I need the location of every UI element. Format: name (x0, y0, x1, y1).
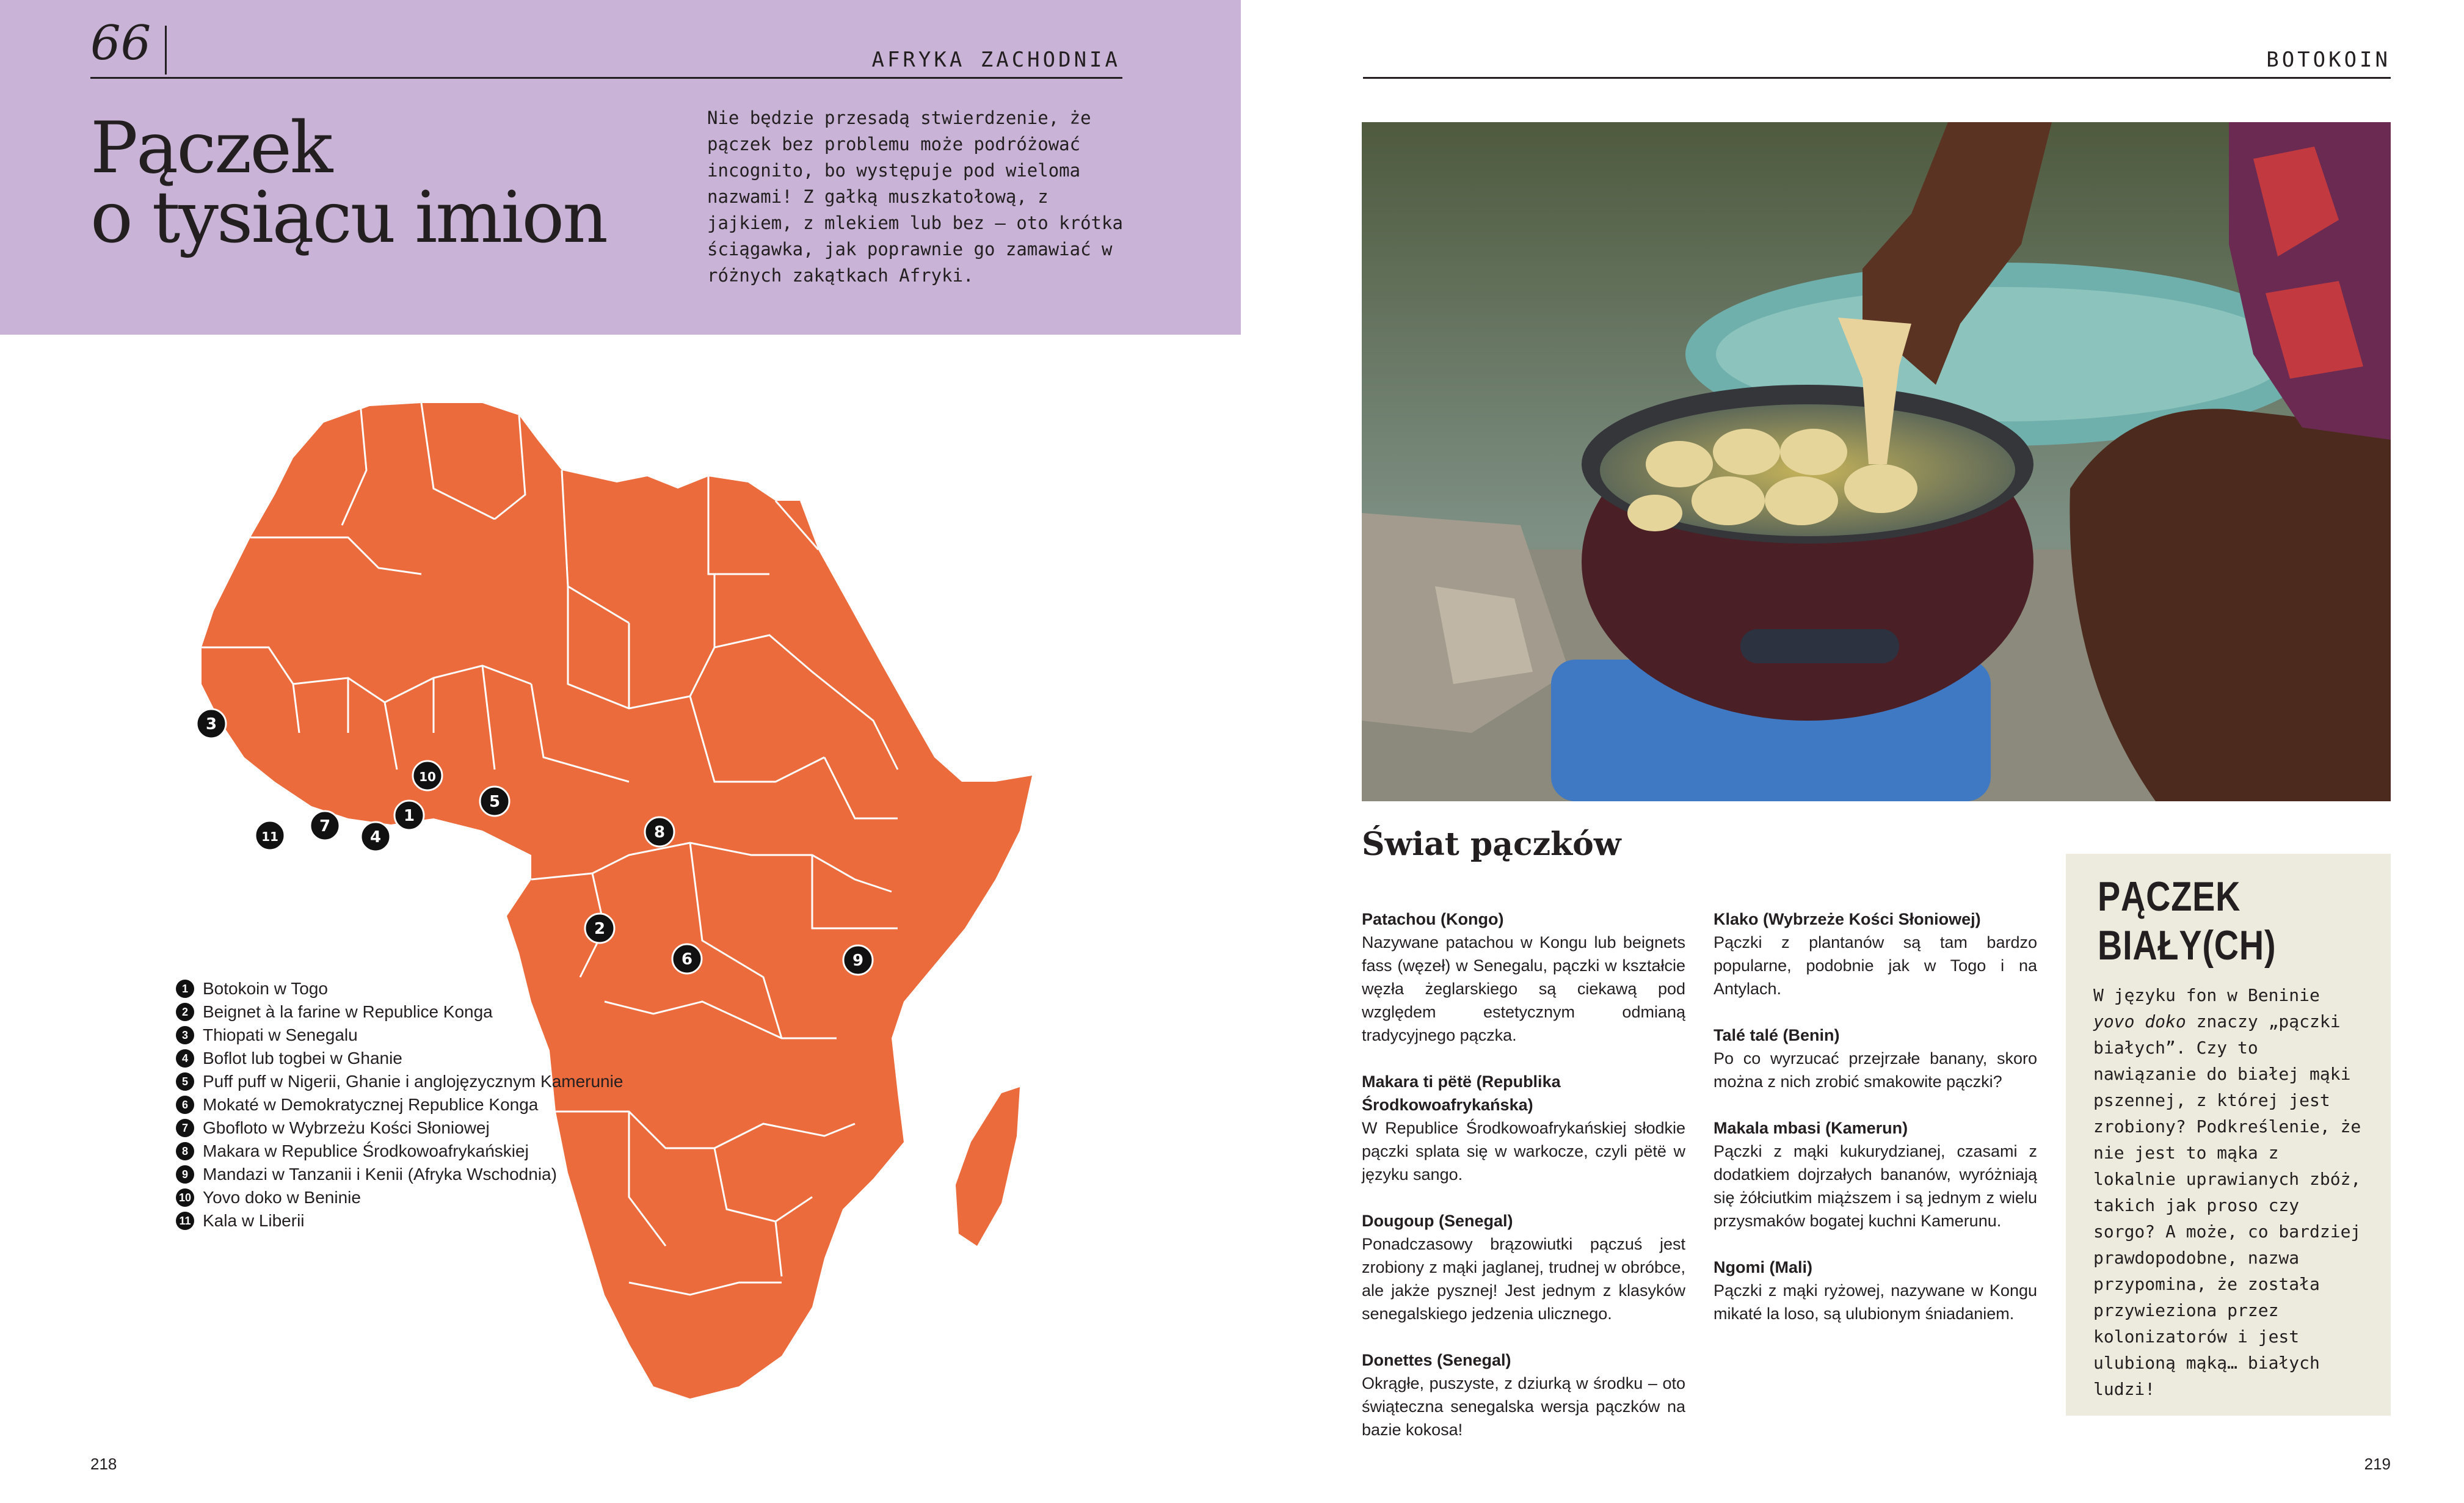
legend-text: Boflot lub togbei w Ghanie (203, 1049, 402, 1068)
sidebar-title-line-1: PĄCZEK (2098, 873, 2241, 920)
entry-heading: Donettes (Senegal) (1362, 1351, 1511, 1369)
legend-text: Botokoin w Togo (203, 979, 328, 998)
map-marker-label: 11 (261, 829, 278, 844)
legend-item (176, 1116, 623, 1140)
entry-body: Po co wyrzucać przejrzałe banany, skoro można z nich zrobić smakowite pączki? (1714, 1049, 2037, 1091)
legend-text: Kala w Liberii (203, 1211, 305, 1230)
entry-heading: Ngomi (Mali) (1714, 1258, 1812, 1276)
page-title (90, 107, 606, 259)
map-marker-label: 7 (319, 817, 331, 835)
running-head-right: BOTOKOIN (2266, 48, 2391, 72)
doughnut-entry (1714, 1256, 2037, 1325)
sidebar-text (2093, 982, 2362, 1402)
map-marker-label: 5 (489, 793, 501, 811)
legend-text: Mokaté w Demokratycznej Republice Konga (203, 1095, 539, 1114)
legend-number: 9 (176, 1165, 194, 1184)
legend-item (176, 1140, 623, 1163)
entry-body: Pączki z mąki kukurydzianej, czasami z dodatkiem dojrzałych bananów, wyróżniają się żółciutkim miąższem i są jednym z wielu przysmaków bogatej kuchni Kamerunu. (1714, 1142, 2037, 1230)
entry-heading: Makara ti pëtë (Republika Środkowoafrykańska) (1362, 1072, 1561, 1114)
title-line-2: o tysiącu imion (90, 177, 606, 259)
map-marker-label: 3 (205, 715, 217, 733)
madagascar (956, 1087, 1020, 1246)
header-rule-left (90, 77, 1122, 79)
entry-heading: Talé talé (Benin) (1714, 1026, 1840, 1044)
entry-body: Okrągłe, puszyste, z dziurką w środku – oto świąteczna senegalska wersja pączków na bazie kokosa! (1362, 1374, 1685, 1439)
doughnut (1765, 476, 1838, 525)
legend-number: 4 (176, 1049, 194, 1068)
legend-text: Gbofloto w Wybrzeżu Kości Słoniowej (203, 1118, 490, 1137)
map-marker-label: 8 (653, 823, 666, 842)
entries-column-1 (1362, 908, 1685, 1465)
doughnut (1713, 429, 1780, 475)
map-marker-label: 2 (594, 920, 606, 938)
legend-item (176, 1000, 623, 1024)
entry-body: W Republice Środkowoafrykańskiej słodkie pączki splata się w warkocze, czyli pëtë w języku sango. (1362, 1119, 1685, 1184)
legend-number: 6 (176, 1096, 194, 1114)
intro-paragraph: Nie będzie przesadą stwierdzenie, że pączek bez problemu może podróżować incognito, bo występuje pod wieloma nazwami! Z gałką muszkatołową, z jajkiem, z mlekiem lub bez – oto krótka ściągawka, jak poprawnie go zamawiać w różnych zakątkach Afryki. (707, 107, 1123, 286)
doughnut-entry (1362, 1209, 1685, 1325)
entry-body: Pączki z mąki ryżowej, nazywane w Kongu mikaté la loso, są ulubionym śniadaniem. (1714, 1281, 2037, 1323)
legend-number: 10 (176, 1188, 194, 1207)
legend-text: Mandazi w Tanzanii i Kenii (Afryka Wschodnia) (203, 1165, 557, 1184)
map-marker-label: 10 (419, 770, 436, 784)
doughnut (1780, 429, 1847, 475)
legend-text: Yovo doko w Beninie (203, 1188, 361, 1207)
header-rule-right (1363, 77, 2391, 79)
sidebar-title (2098, 872, 2276, 970)
legend-text: Beignet à la farine w Republice Konga (203, 1002, 493, 1021)
entry-heading: Dougoup (Senegal) (1362, 1212, 1513, 1230)
legend-item (176, 1047, 623, 1070)
doughnut-entry (1362, 1070, 1685, 1186)
legend-text: Makara w Republice Środkowoafrykańskiej (203, 1141, 529, 1160)
legend-number: 7 (176, 1119, 194, 1137)
legend-item (176, 1070, 623, 1093)
page-number-right: 219 (2364, 1455, 2391, 1473)
doughnut (1692, 476, 1765, 525)
legend-number: 3 (176, 1026, 194, 1044)
legend-text: Thiopati w Senegalu (203, 1025, 358, 1044)
doughnut (1844, 464, 1917, 513)
entry-heading: Makala mbasi (Kamerun) (1714, 1119, 1908, 1137)
entries-column-2 (1714, 908, 2037, 1348)
entry-body: Pączki z plantanów są tam bardzo popularne, podobnie jak w Togo i na Antylach. (1714, 933, 2037, 998)
legend-number: 8 (176, 1142, 194, 1160)
sidebar-text-part-1: W języku fon w Beninie (2093, 985, 2320, 1005)
map-legend (176, 977, 623, 1232)
legend-item (176, 1024, 623, 1047)
map-marker-label: 6 (681, 950, 693, 969)
legend-item (176, 1186, 623, 1209)
doughnut-entry (1714, 908, 2037, 1000)
sidebar-text-part-2: znaczy „pączki białych”. Czy to nawiązanie do białej mąki pszennej, z której jest zrobiony? Podkreślenie, że nie jest to mąka z lokalnie uprawianych zbóż, takich jak proso czy sorgo? A może, co bardziej prawdopodobne, nazwa przypomina, że została przywieziona przez kolonizatorów i jest ulubioną mąką… białych ludzi! (2093, 1011, 2361, 1399)
map-marker-label: 4 (369, 828, 382, 846)
legend-number: 5 (176, 1072, 194, 1091)
africa-landmass (202, 403, 1032, 1399)
legend-item (176, 1163, 623, 1186)
entry-body: Nazywane patachou w Kongu lub beignets fass (węzeł) w Senegalu, pączki w kształcie węzła żeglarskiego są ciekawą pod względem estetycznym odmianą tradycyjnego pączka. (1362, 933, 1685, 1044)
frying-doughnuts-photo (1362, 122, 2391, 801)
pot-handle (1740, 629, 1899, 663)
chapter-divider (165, 26, 167, 75)
chapter-number: 66 (90, 16, 151, 71)
entry-heading: Patachou (Kongo) (1362, 910, 1504, 928)
legend-number: 11 (176, 1212, 194, 1230)
sidebar-box (2066, 854, 2391, 1416)
legend-number: 1 (176, 980, 194, 998)
entry-body: Ponadczasowy brązowiutki pączuś jest zrobiony z mąki jaglanej, trudnej w obróbce, ale jakże pysznej! Jest jednym z klasyków senegalskiego jedzenia ulicznego. (1362, 1235, 1685, 1323)
doughnut (1646, 441, 1713, 487)
doughnut-entry (1362, 908, 1685, 1047)
section-title: Świat pączków (1362, 826, 1621, 863)
legend-text: Puff puff w Nigerii, Ghanie i anglojęzycznym Kamerunie (203, 1072, 623, 1091)
map-marker-label: 1 (403, 807, 415, 825)
sidebar-title-line-2: BIAŁY(CH) (2098, 922, 2277, 969)
title-line-1: Pączek (90, 107, 332, 189)
legend-item (176, 1093, 623, 1116)
legend-number: 2 (176, 1003, 194, 1021)
africa-continent (202, 403, 1032, 1399)
running-head-left: AFRYKA ZACHODNIA (871, 48, 1121, 72)
legend-item (176, 1209, 623, 1232)
map-marker-label: 9 (852, 952, 864, 970)
page-number-left: 218 (90, 1455, 117, 1473)
africa-map (165, 391, 1038, 1429)
sidebar-text-italic: yovo doko (2093, 1011, 2186, 1032)
doughnut-entry (1714, 1024, 2037, 1093)
doughnut (1627, 495, 1682, 531)
doughnut-entry (1362, 1348, 1685, 1441)
doughnut-entry (1714, 1116, 2037, 1232)
legend-item (176, 977, 623, 1000)
entry-heading: Klako (Wybrzeże Kości Słoniowej) (1714, 910, 1981, 928)
